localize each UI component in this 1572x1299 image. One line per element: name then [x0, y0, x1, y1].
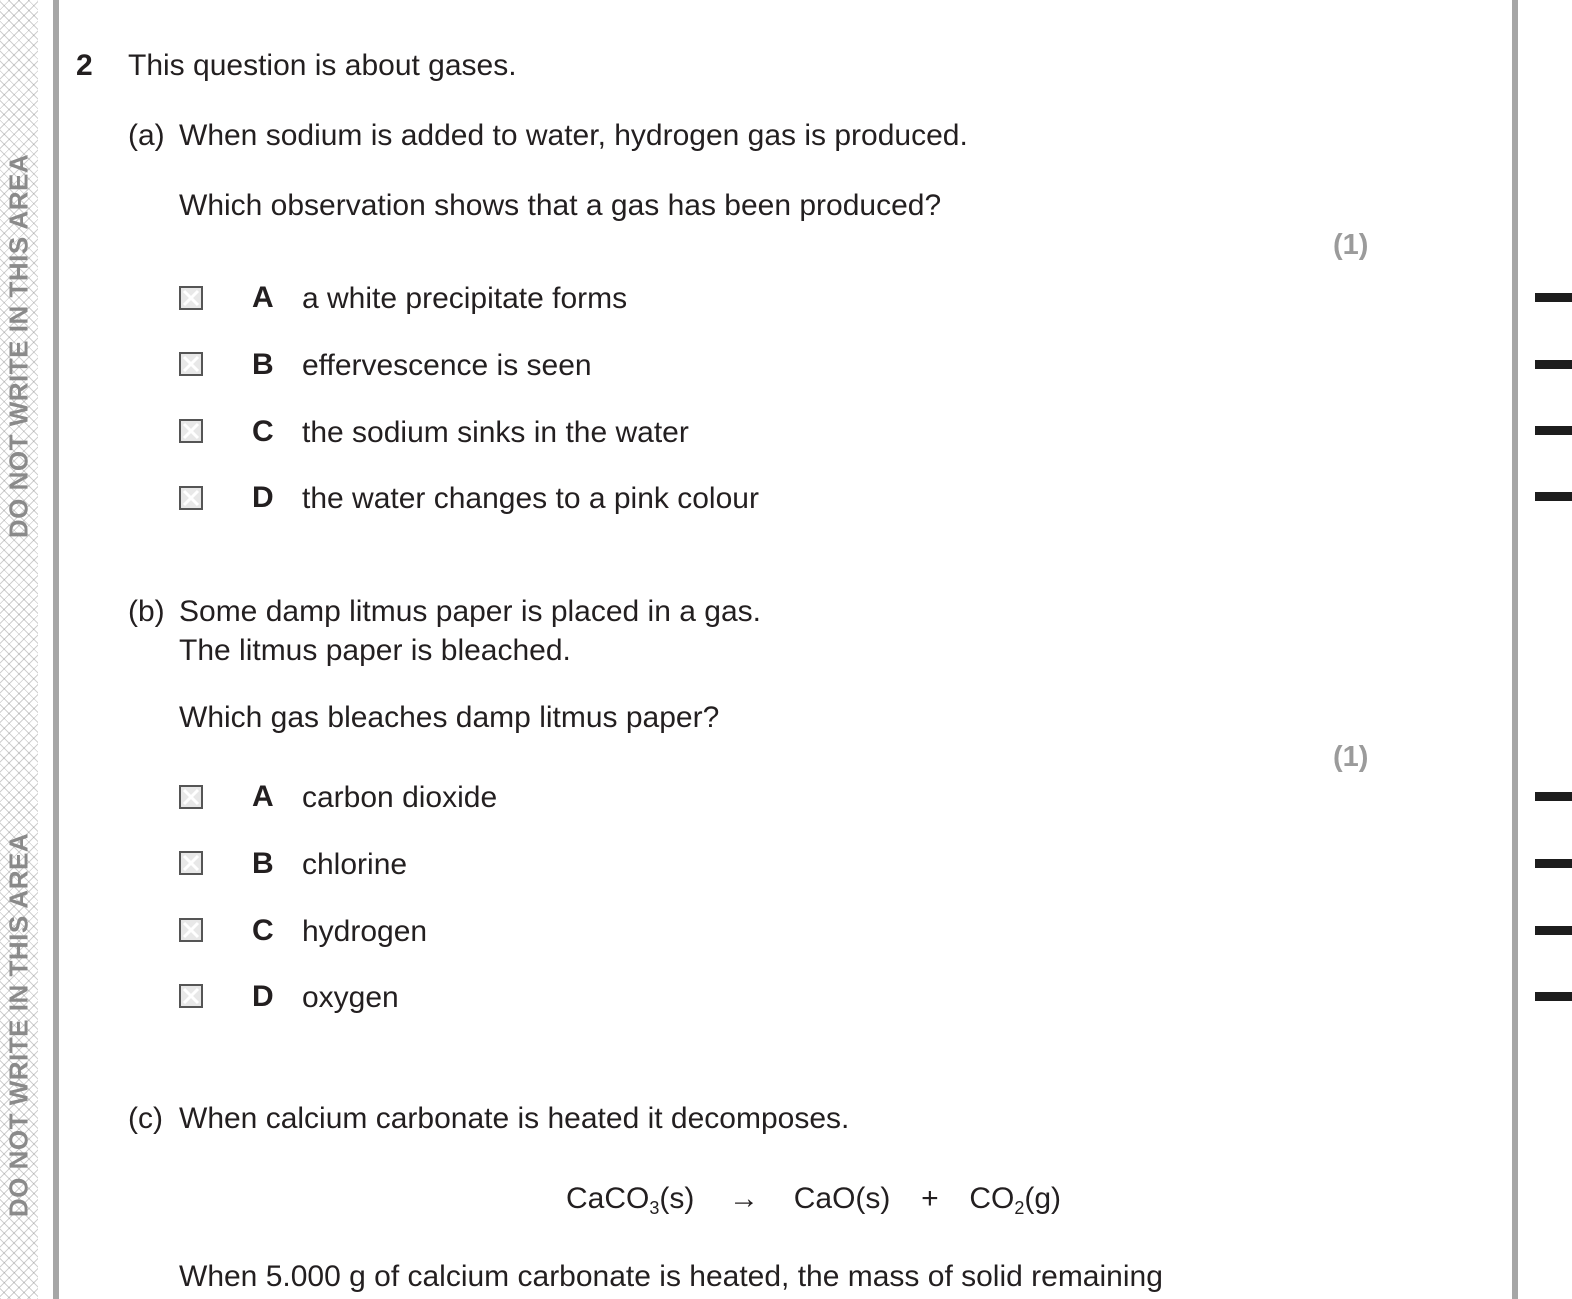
- alignment-mark: [1535, 360, 1572, 369]
- option-letter: C: [252, 415, 274, 448]
- answer-checkbox[interactable]: [179, 286, 203, 310]
- cross-icon: [181, 986, 201, 1006]
- question-number: 2: [76, 49, 93, 82]
- equation-reactant-subscript: 3: [649, 1198, 660, 1218]
- cross-icon: [181, 853, 201, 873]
- answer-checkbox[interactable]: [179, 785, 203, 809]
- part-a-statement: When sodium is added to water, hydrogen gas is produced.: [179, 119, 968, 152]
- answer-checkbox[interactable]: [179, 419, 203, 443]
- option-letter: D: [252, 980, 274, 1013]
- alignment-mark: [1535, 426, 1572, 435]
- option-letter: B: [252, 348, 274, 381]
- option-text: hydrogen: [302, 915, 428, 948]
- answer-checkbox[interactable]: [179, 352, 203, 376]
- option-text: the water changes to a pink colour: [302, 482, 759, 515]
- option-letter: B: [252, 847, 274, 880]
- margin-warning-bottom: DO NOT WRITE IN THIS AREA: [3, 832, 34, 1218]
- option-letter: A: [252, 281, 274, 314]
- option-text: a white precipitate forms: [302, 282, 628, 315]
- margin-warning-top: DO NOT WRITE IN THIS AREA: [3, 153, 34, 539]
- alignment-mark: [1535, 926, 1572, 935]
- part-a-marks: (1): [1333, 229, 1369, 261]
- part-a-prompt: Which observation shows that a gas has been produced?: [179, 189, 942, 222]
- option-letter: D: [252, 481, 274, 514]
- option-text: the sodium sinks in the water: [302, 416, 689, 449]
- option-letter: A: [252, 780, 274, 813]
- answer-checkbox[interactable]: [179, 918, 203, 942]
- equation-product-2: CO: [969, 1182, 1015, 1215]
- equation-plus: +: [921, 1182, 939, 1215]
- option-text: effervescence is seen: [302, 349, 592, 382]
- part-b-marks: (1): [1333, 741, 1369, 773]
- answer-checkbox[interactable]: [179, 851, 203, 875]
- equation-product-2-subscript: 2: [1014, 1198, 1025, 1218]
- part-c-statement: When calcium carbonate is heated it decomposes.: [179, 1102, 850, 1135]
- cross-icon: [181, 288, 201, 308]
- reaction-arrow-icon: →: [729, 1182, 760, 1215]
- cross-icon: [181, 920, 201, 940]
- cross-icon: [181, 354, 201, 374]
- option-text: oxygen: [302, 981, 399, 1014]
- part-c-label: (c): [128, 1102, 163, 1135]
- answer-checkbox[interactable]: [179, 984, 203, 1008]
- part-b-label: (b): [128, 595, 165, 628]
- option-text: chlorine: [302, 848, 408, 881]
- chemical-equation: [566, 1182, 1061, 1216]
- answer-checkbox[interactable]: [179, 486, 203, 510]
- part-b-statement-2: The litmus paper is bleached.: [179, 634, 571, 667]
- alignment-mark: [1535, 792, 1572, 801]
- alignment-mark: [1535, 859, 1572, 868]
- equation-reactant: CaCO: [566, 1182, 650, 1215]
- alignment-mark: [1535, 492, 1572, 501]
- option-text: carbon dioxide: [302, 781, 498, 814]
- equation-reactant-state: (s): [659, 1182, 695, 1215]
- question-stem: This question is about gases.: [128, 49, 517, 82]
- equation-product-2-state: (g): [1024, 1182, 1061, 1215]
- equation-product-1: CaO(s): [793, 1182, 891, 1215]
- cross-icon: [181, 488, 201, 508]
- cross-icon: [181, 787, 201, 807]
- part-a-label: (a): [128, 119, 165, 152]
- cross-icon: [181, 421, 201, 441]
- part-b-prompt: Which gas bleaches damp litmus paper?: [179, 701, 720, 734]
- alignment-mark: [1535, 992, 1572, 1001]
- alignment-mark: [1535, 293, 1572, 302]
- part-b-statement-1: Some damp litmus paper is placed in a gas.: [179, 595, 761, 628]
- option-letter: C: [252, 914, 274, 947]
- part-c-continuation: When 5.000 g of calcium carbonate is heated, the mass of solid remaining: [179, 1260, 1163, 1293]
